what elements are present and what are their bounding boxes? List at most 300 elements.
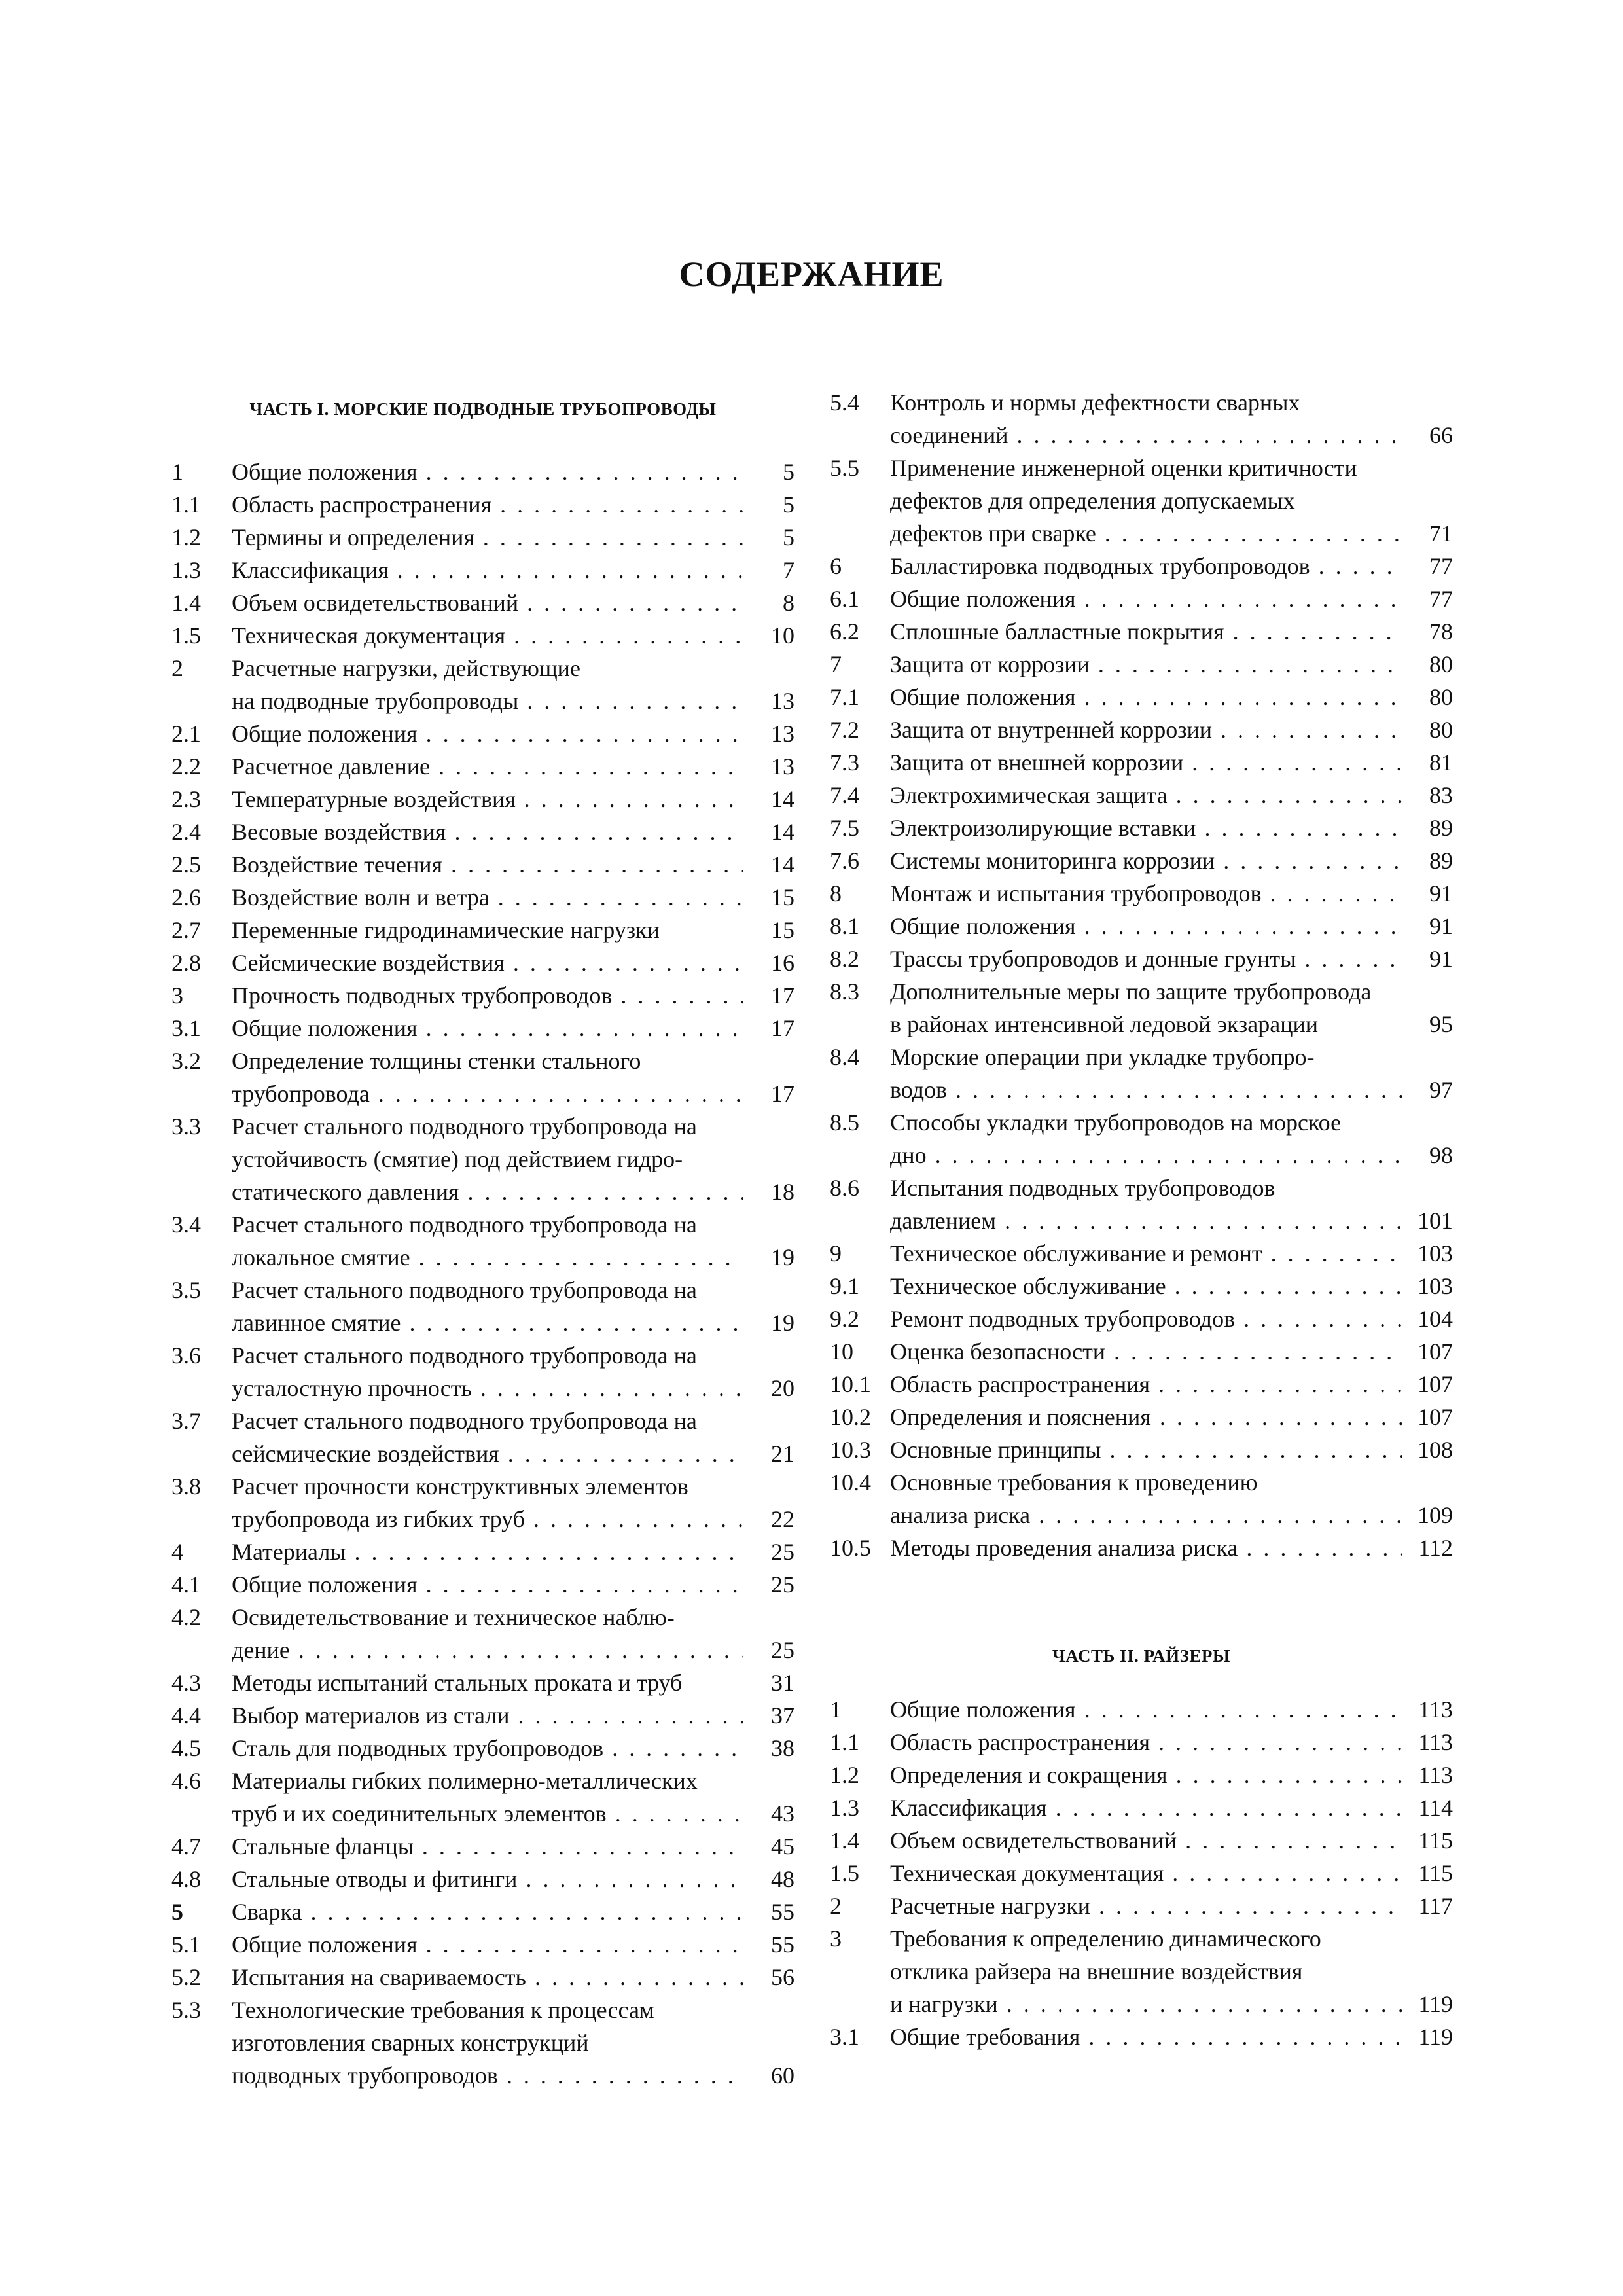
- page-number: 91: [1429, 946, 1453, 972]
- page-number: 25: [771, 1539, 794, 1565]
- section-title-line: Классификация . . .: [890, 1791, 1402, 1824]
- section-number: 8: [830, 880, 842, 906]
- page-number: 113: [1418, 1696, 1453, 1723]
- toc-entry: [171, 1601, 794, 1666]
- toc-entry: [830, 550, 1453, 583]
- section-title-line: трубопровода . . .: [232, 1077, 743, 1110]
- page-number: 119: [1418, 2024, 1453, 2050]
- section-title-line: лавинное смятие . . .: [232, 1306, 743, 1339]
- section-number: 3.5: [171, 1277, 201, 1303]
- toc-entry: [830, 1890, 1453, 1922]
- section-number: 8.6: [830, 1175, 859, 1201]
- page-number: 45: [771, 1833, 794, 1859]
- section-title-line: Контроль и нормы дефектности сварных: [890, 389, 1300, 416]
- toc-list-part2: [830, 1693, 1453, 2053]
- section-number: 3.1: [171, 1015, 201, 1041]
- toc-entry: [830, 386, 1453, 452]
- section-number: 3.4: [171, 1211, 201, 1238]
- section-number: 8.1: [830, 913, 859, 939]
- toc-entry: [830, 1270, 1453, 1302]
- section-number: 6.2: [830, 619, 859, 645]
- page-number: 10: [771, 622, 794, 649]
- section-title-line: Материалы . . .: [232, 1535, 743, 1568]
- section-title-line: Стальные отводы и фитинги . . .: [232, 1863, 743, 1895]
- section-title-line: Расчет стального подводного трубопровода на: [232, 1113, 697, 1139]
- section-number: 5.4: [830, 389, 859, 416]
- section-title-line: Расчетные нагрузки, действующие: [232, 655, 580, 681]
- toc-entry: [830, 910, 1453, 942]
- toc-entry: [830, 1401, 1453, 1433]
- page-number: 115: [1418, 1860, 1453, 1886]
- section-title-line: Расчет стального подводного трубопровода на: [232, 1408, 697, 1434]
- section-title-line: Сварка . . .: [232, 1895, 743, 1928]
- section-title-line: Требования к определению динамического: [890, 1926, 1321, 1952]
- toc-entry: [830, 1302, 1453, 1335]
- section-title-line: Общие требования . . .: [890, 2020, 1402, 2053]
- section-title-line: труб и их соединительных элементов . . .: [232, 1797, 743, 1830]
- page-number: 17: [771, 982, 794, 1009]
- section-number: 3.8: [171, 1473, 201, 1499]
- section-title-line: на подводные трубопроводы . . .: [232, 685, 743, 717]
- section-title-line: Основные требования к проведению: [890, 1469, 1258, 1496]
- section-number: 10: [830, 1338, 853, 1365]
- section-number: 10.3: [830, 1437, 871, 1463]
- section-title-line: статического давления . . .: [232, 1175, 743, 1208]
- section-number: 10.4: [830, 1469, 871, 1496]
- section-title-line: Освидетельствование и техническое наблю-: [232, 1604, 675, 1630]
- page-number: 91: [1429, 880, 1453, 906]
- section-number: 7.1: [830, 684, 859, 710]
- toc-entry: [171, 816, 794, 848]
- section-number: 7.5: [830, 815, 859, 841]
- page-number: 98: [1429, 1142, 1453, 1168]
- section-number: 2.8: [171, 950, 201, 976]
- toc-entry: [171, 1699, 794, 1732]
- page-number: 77: [1429, 553, 1453, 579]
- section-title-line: Испытания на свариваемость . . .: [232, 1961, 743, 1994]
- section-title-line: в районах интенсивной ледовой экзарации: [890, 1011, 1319, 1037]
- toc-entry: [830, 681, 1453, 713]
- page-number: 16: [771, 950, 794, 976]
- section-number: 4.5: [171, 1735, 201, 1761]
- section-number: 1.2: [830, 1762, 859, 1788]
- section-number: 3.7: [171, 1408, 201, 1434]
- section-title-line: Воздействие волн и ветра . . .: [232, 881, 743, 914]
- section-title-line: Определения и сокращения . . .: [890, 1759, 1402, 1791]
- page-number: 17: [771, 1015, 794, 1041]
- section-title-line: Область распространения . . .: [232, 488, 743, 521]
- toc-entry: [171, 1470, 794, 1535]
- toc-entry: [171, 1339, 794, 1405]
- toc-entry: [171, 750, 794, 783]
- section-number: 5.3: [171, 1997, 201, 2023]
- section-number: 1: [830, 1696, 842, 1723]
- toc-entry: [830, 1922, 1453, 2020]
- section-number: 1.3: [171, 557, 201, 583]
- page-number: 95: [1429, 1011, 1453, 1037]
- section-number: 9.1: [830, 1273, 859, 1299]
- page-number: 8: [783, 590, 794, 616]
- section-number: 1.1: [171, 492, 201, 518]
- section-number: 2.5: [171, 852, 201, 878]
- section-title-line: Расчет прочности конструктивных элементов: [232, 1473, 688, 1499]
- section-title-line: дефектов для определения допускаемых: [890, 488, 1295, 514]
- section-title-line: Защита от коррозии . . .: [890, 648, 1402, 681]
- section-number: 2: [171, 655, 183, 681]
- toc-entry: [830, 1791, 1453, 1824]
- toc-entry: [830, 2020, 1453, 2053]
- page-number: 20: [771, 1375, 794, 1401]
- page-number: 107: [1418, 1338, 1453, 1365]
- section-number: 3.2: [171, 1048, 201, 1074]
- page-number: 107: [1418, 1371, 1453, 1397]
- section-title-line: Переменные гидродинамические нагрузки: [232, 917, 660, 943]
- section-number: 10.2: [830, 1404, 871, 1430]
- section-number: 1.5: [830, 1860, 859, 1886]
- toc-entry: [171, 717, 794, 750]
- toc-entry: [830, 1857, 1453, 1890]
- page-number: 5: [783, 459, 794, 485]
- section-title-line: Способы укладки трубопроводов на морское: [890, 1109, 1342, 1136]
- page-number: 18: [771, 1179, 794, 1205]
- toc-entry: [171, 1666, 794, 1699]
- section-title-line: дефектов при сварке . . .: [890, 517, 1402, 550]
- section-title-line: Техническое обслуживание . . .: [890, 1270, 1402, 1302]
- page-number: 37: [771, 1702, 794, 1729]
- section-title-line: подводных трубопроводов . . .: [232, 2059, 743, 2092]
- toc-entry: [171, 1274, 794, 1339]
- toc-entry: [171, 1012, 794, 1045]
- section-number: 1.1: [830, 1729, 859, 1755]
- section-title-line: изготовления сварных конструкций: [232, 2030, 589, 2056]
- page-number: 115: [1418, 1827, 1453, 1854]
- section-title-line: анализа риска . . .: [890, 1499, 1402, 1532]
- toc-entry: [171, 881, 794, 914]
- section-title-line: Испытания подводных трубопроводов: [890, 1175, 1275, 1201]
- page-number: 13: [771, 688, 794, 714]
- toc-entry: [830, 1368, 1453, 1401]
- section-number: 8.4: [830, 1044, 859, 1070]
- part2-heading: ЧАСТЬ II. РАЙЗЕРЫ: [1052, 1646, 1230, 1666]
- section-number: 2.2: [171, 753, 201, 780]
- toc-entry: [830, 452, 1453, 550]
- section-title-line: Прочность подводных трубопроводов . . .: [232, 979, 743, 1012]
- page-number: 83: [1429, 782, 1453, 808]
- page-number: 56: [771, 1964, 794, 1990]
- toc-entry: [171, 652, 794, 717]
- toc-entry: [830, 942, 1453, 975]
- page-number: 5: [783, 492, 794, 518]
- section-number: 3.1: [830, 2024, 859, 2050]
- section-number: 8.2: [830, 946, 859, 972]
- section-title-line: Материалы гибких полимерно-металлических: [232, 1768, 698, 1794]
- page-number: 66: [1429, 422, 1453, 448]
- section-title-line: Общие положения . . .: [890, 681, 1402, 713]
- page-number: 14: [771, 852, 794, 878]
- section-number: 1.2: [171, 524, 201, 550]
- section-title-line: водов . . .: [890, 1073, 1402, 1106]
- toc-entry: [830, 1106, 1453, 1172]
- page-number: 19: [771, 1310, 794, 1336]
- page-number: 114: [1418, 1795, 1453, 1821]
- section-number: 7: [830, 651, 842, 677]
- toc-entry: [171, 488, 794, 521]
- toc-entry: [830, 1172, 1453, 1237]
- page-title: СОДЕРЖАНИЕ: [679, 255, 944, 294]
- page-number: 25: [771, 1571, 794, 1598]
- toc-entry: [171, 1765, 794, 1830]
- section-title-line: Техническая документация . . .: [890, 1857, 1402, 1890]
- page-number: 14: [771, 786, 794, 812]
- toc-entry: [171, 586, 794, 619]
- toc-entry: [171, 554, 794, 586]
- toc-entry: [171, 1994, 794, 2092]
- section-number: 6.1: [830, 586, 859, 612]
- section-title-line: Электроизолирующие вставки . . .: [890, 812, 1402, 844]
- section-title-line: и нагрузки . . .: [890, 1988, 1402, 2020]
- toc-entry: [171, 1568, 794, 1601]
- section-title-line: Защита от внутренней коррозии . . .: [890, 713, 1402, 746]
- page-number: 80: [1429, 651, 1453, 677]
- section-title-line: Воздействие течения . . .: [232, 848, 743, 881]
- section-title-line: Общие положения . . .: [890, 910, 1402, 942]
- page-number: 22: [771, 1506, 794, 1532]
- section-title-line: усталостную прочность . . .: [232, 1372, 743, 1405]
- section-number: 5.5: [830, 455, 859, 481]
- section-title-line: Объем освидетельствований . . .: [890, 1824, 1402, 1857]
- page-number: 107: [1418, 1404, 1453, 1430]
- section-title-line: Оценка безопасности . . .: [890, 1335, 1402, 1368]
- section-title-line: Морские операции при укладке трубопро-: [890, 1044, 1315, 1070]
- section-title-line: Термины и определения . . .: [232, 521, 743, 554]
- page-number: 108: [1418, 1437, 1453, 1463]
- toc-entry: [830, 779, 1453, 812]
- section-number: 3: [830, 1926, 842, 1952]
- section-title-line: Методы испытаний стальных проката и труб: [232, 1670, 683, 1696]
- section-title-line: Весовые воздействия . . .: [232, 816, 743, 848]
- section-title-line: Общие положения . . .: [890, 583, 1402, 615]
- page-number: 103: [1418, 1273, 1453, 1299]
- section-number: 2.1: [171, 721, 201, 747]
- page-number: 119: [1418, 1991, 1453, 2017]
- toc-entry: [830, 1237, 1453, 1270]
- toc-entry: [171, 946, 794, 979]
- section-title-line: Расчет стального подводного трубопровода на: [232, 1211, 697, 1238]
- page-number: 81: [1429, 749, 1453, 776]
- toc-entry: [171, 1405, 794, 1470]
- section-number: 4.8: [171, 1866, 201, 1892]
- section-number: 7.2: [830, 717, 859, 743]
- section-title-line: Температурные воздействия . . .: [232, 783, 743, 816]
- toc-entry: [830, 844, 1453, 877]
- toc-entry: [171, 914, 794, 946]
- page-number: 48: [771, 1866, 794, 1892]
- section-title-line: Техническое обслуживание и ремонт . . .: [890, 1237, 1402, 1270]
- toc-entry: [830, 877, 1453, 910]
- section-title-line: Область распространения . . .: [890, 1726, 1402, 1759]
- section-number: 4: [171, 1539, 183, 1565]
- section-title-line: сейсмические воздействия . . .: [232, 1437, 743, 1470]
- toc-entry: [830, 1532, 1453, 1564]
- section-title-line: Определения и пояснения . . .: [890, 1401, 1402, 1433]
- page-number: 55: [771, 1931, 794, 1958]
- page-number: 15: [771, 917, 794, 943]
- section-number: 5.2: [171, 1964, 201, 1990]
- toc-entry: [171, 1535, 794, 1568]
- section-number: 7.6: [830, 848, 859, 874]
- page-number: 113: [1418, 1762, 1453, 1788]
- section-title-line: Балластировка подводных трубопроводов . . .: [890, 550, 1402, 583]
- section-number: 2.6: [171, 884, 201, 910]
- section-number: 1.4: [830, 1827, 859, 1854]
- section-title-line: Сталь для подводных трубопроводов . . .: [232, 1732, 743, 1765]
- toc-entry: [171, 783, 794, 816]
- toc-entry: [830, 746, 1453, 779]
- section-title-line: соединений . . .: [890, 419, 1402, 452]
- section-title-line: Определение толщины стенки стального: [232, 1048, 641, 1074]
- toc-entry: [830, 1726, 1453, 1759]
- toc-entry: [830, 1759, 1453, 1791]
- page-number: 109: [1418, 1502, 1453, 1528]
- toc-entry: [171, 1208, 794, 1274]
- toc-list-part1-continued: [830, 386, 1453, 1564]
- section-title-line: Ремонт подводных трубопроводов . . .: [890, 1302, 1402, 1335]
- toc-entry: [830, 615, 1453, 648]
- section-title-line: давлением . . .: [890, 1204, 1402, 1237]
- page-number: 43: [771, 1801, 794, 1827]
- section-title-line: Применение инженерной оценки критичности: [890, 455, 1357, 481]
- page-number: 5: [783, 524, 794, 550]
- section-title-line: Технологические требования к процессам: [232, 1997, 654, 2023]
- toc-entry: [171, 1110, 794, 1208]
- section-number: 9: [830, 1240, 842, 1266]
- toc-entry: [171, 1961, 794, 1994]
- section-title-line: трубопровода из гибких труб . . .: [232, 1503, 743, 1535]
- section-title-line: Выбор материалов из стали . . .: [232, 1699, 743, 1732]
- section-title-line: Расчетное давление . . .: [232, 750, 743, 783]
- page-number: 25: [771, 1637, 794, 1663]
- toc-entry: [171, 1830, 794, 1863]
- section-title-line: дение . . .: [232, 1634, 743, 1666]
- section-title-line: Сплошные балластные покрытия . . .: [890, 615, 1402, 648]
- section-title-line: Методы проведения анализа риска . . .: [890, 1532, 1402, 1564]
- section-title-line: дно . . .: [890, 1139, 1402, 1172]
- page-number: 117: [1418, 1893, 1453, 1919]
- section-title-line: Общие положения . . .: [232, 1928, 743, 1961]
- section-number: 4.3: [171, 1670, 201, 1696]
- page-number: 89: [1429, 815, 1453, 841]
- page-number: 77: [1429, 586, 1453, 612]
- section-title-line: Общие положения . . .: [232, 456, 743, 488]
- toc-entry: [171, 1863, 794, 1895]
- page-number: 55: [771, 1899, 794, 1925]
- toc-entry: [830, 713, 1453, 746]
- toc-entry: [830, 1466, 1453, 1532]
- toc-entry: [171, 848, 794, 881]
- section-title-line: Основные принципы . . .: [890, 1433, 1402, 1466]
- toc-entry: [830, 1693, 1453, 1726]
- section-title-line: Сейсмические воздействия . . .: [232, 946, 743, 979]
- page-number: 31: [771, 1670, 794, 1696]
- toc-entry: [830, 975, 1453, 1041]
- section-number: 7.3: [830, 749, 859, 776]
- toc-entry: [830, 1433, 1453, 1466]
- section-title-line: Общие положения . . .: [232, 1568, 743, 1601]
- toc-entry: [830, 812, 1453, 844]
- section-number: 4.1: [171, 1571, 201, 1598]
- section-title-line: Стальные фланцы . . .: [232, 1830, 743, 1863]
- toc-entry: [171, 979, 794, 1012]
- section-title-line: Техническая документация . . .: [232, 619, 743, 652]
- toc-entry: [171, 1732, 794, 1765]
- section-number: 3.3: [171, 1113, 201, 1139]
- page-number: 112: [1418, 1535, 1453, 1561]
- toc-entry: [171, 521, 794, 554]
- section-title-line: Общие положения . . .: [232, 1012, 743, 1045]
- page-number: 14: [771, 819, 794, 845]
- section-number: 3.6: [171, 1342, 201, 1369]
- page-number: 91: [1429, 913, 1453, 939]
- page-number: 17: [771, 1081, 794, 1107]
- section-number: 3: [171, 982, 183, 1009]
- section-title-line: Системы мониторинга коррозии . . .: [890, 844, 1402, 877]
- section-number: 2.7: [171, 917, 201, 943]
- section-number: 2.4: [171, 819, 201, 845]
- toc-entry: [830, 1335, 1453, 1368]
- section-title-line: Общие положения . . .: [232, 717, 743, 750]
- section-title-line: Монтаж и испытания трубопроводов . . .: [890, 877, 1402, 910]
- section-title-line: Область распространения . . .: [890, 1368, 1402, 1401]
- section-number: 4.6: [171, 1768, 201, 1794]
- page-number: 89: [1429, 848, 1453, 874]
- section-number: 1: [171, 459, 183, 485]
- section-number: 1.4: [171, 590, 201, 616]
- section-number: 6: [830, 553, 842, 579]
- page-number: 60: [771, 2062, 794, 2089]
- section-number: 4.2: [171, 1604, 201, 1630]
- section-number: 2.3: [171, 786, 201, 812]
- toc-entry: [171, 1928, 794, 1961]
- section-title-line: Расчет стального подводного трубопровода на: [232, 1277, 697, 1303]
- section-number: 9.2: [830, 1306, 859, 1332]
- part1-heading: ЧАСТЬ I. МОРСКИЕ ПОДВОДНЫЕ ТРУБОПРОВОДЫ: [249, 399, 717, 419]
- section-number: 8.3: [830, 978, 859, 1005]
- section-title-line: локальное смятие . . .: [232, 1241, 743, 1274]
- section-title-line: Электрохимическая защита . . .: [890, 779, 1402, 812]
- section-title-line: Классификация . . .: [232, 554, 743, 586]
- toc-entry: [171, 619, 794, 652]
- section-title-line: Расчет стального подводного трубопровода на: [232, 1342, 697, 1369]
- section-title-line: Дополнительные меры по защите трубопровода: [890, 978, 1372, 1005]
- section-number: 4.7: [171, 1833, 201, 1859]
- section-number: 2: [830, 1893, 842, 1919]
- section-title-line: Объем освидетельствований . . .: [232, 586, 743, 619]
- section-title-line: Расчетные нагрузки . . .: [890, 1890, 1402, 1922]
- page-number: 71: [1429, 520, 1453, 547]
- section-title-line: Трассы трубопроводов и донные грунты . . .: [890, 942, 1402, 975]
- page-number: 78: [1429, 619, 1453, 645]
- page-number: 97: [1429, 1077, 1453, 1103]
- section-title-line: устойчивость (смятие) под действием гидро-: [232, 1146, 683, 1172]
- page-number: 103: [1418, 1240, 1453, 1266]
- section-number: 8.5: [830, 1109, 859, 1136]
- section-number: 5.1: [171, 1931, 201, 1958]
- section-number: 1.3: [830, 1795, 859, 1821]
- page-number: 21: [771, 1441, 794, 1467]
- page-number: 113: [1418, 1729, 1453, 1755]
- toc-entry: [830, 648, 1453, 681]
- page-number: 80: [1429, 684, 1453, 710]
